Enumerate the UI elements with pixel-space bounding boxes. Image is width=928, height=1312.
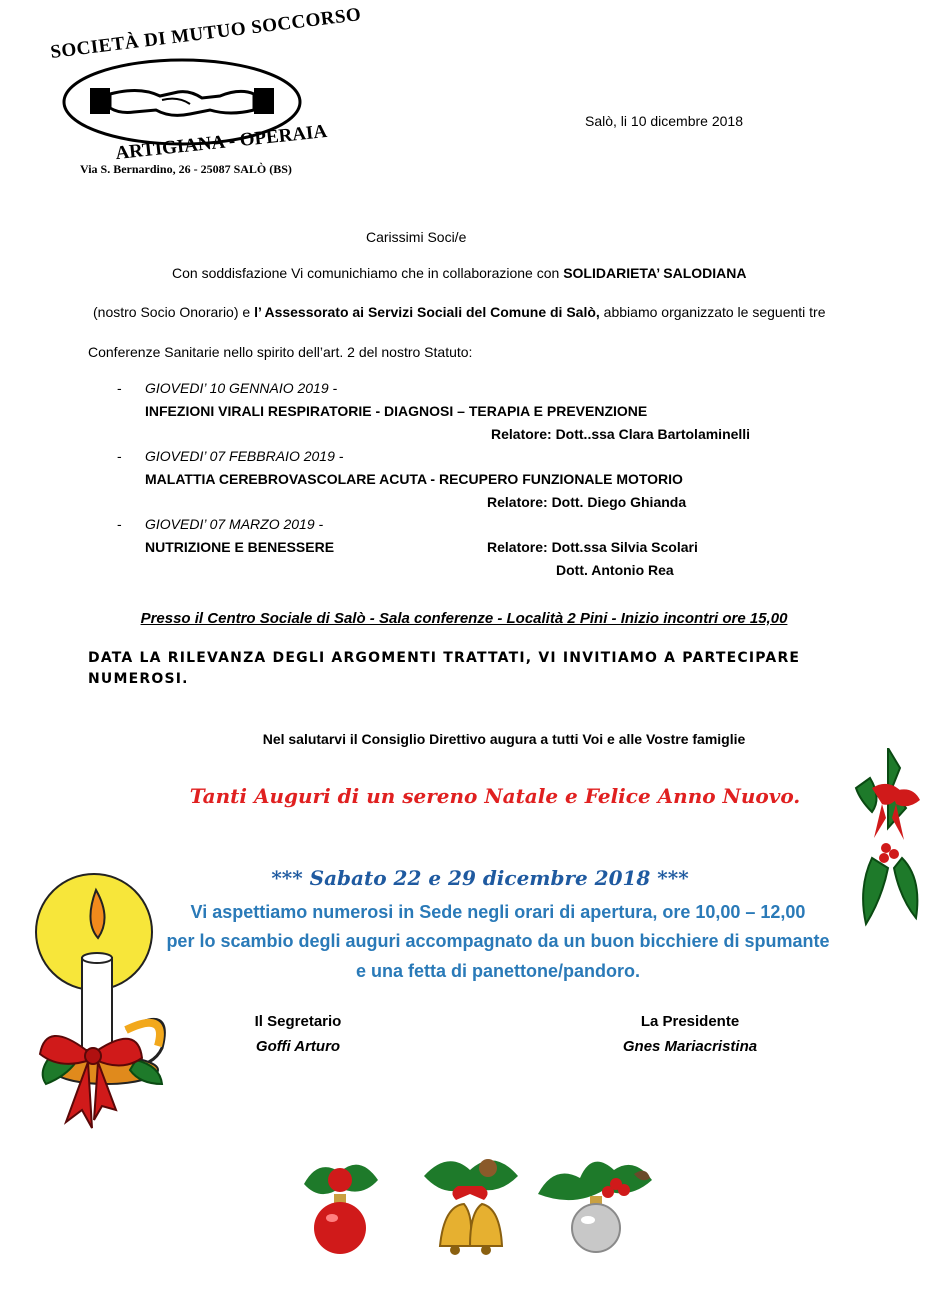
handshake-icon — [90, 88, 274, 115]
conference-speaker: Relatore: Dott..ssa Clara Bartolaminelli — [491, 426, 751, 442]
conference-date: GIOVEDI’ 07 FEBBRAIO 2019 - — [145, 448, 344, 464]
intro-l1-bold: SOLIDARIETA’ SALODIANA — [563, 265, 747, 281]
secretary-name: Goffi Arturo — [255, 1038, 341, 1055]
intro-l2-post: abbiamo organizzato le seguenti tre — [599, 304, 826, 320]
bullet: - — [117, 380, 122, 396]
president-role: La Presidente — [640, 1013, 740, 1030]
secretary-role: Il Segretario — [254, 1013, 342, 1030]
intro-l2-text: (nostro Socio Onorario) e — [93, 304, 255, 320]
president-name: Gnes Mariacristina — [622, 1038, 758, 1055]
logo-top-text: SOCIETÀ DI MUTUO SOCCORSO — [49, 4, 363, 64]
conference-title: NUTRIZIONE E BENESSERE — [145, 539, 335, 555]
intro-l1-text: Con soddisfazione Vi comunichiamo che in collaborazione con — [172, 265, 564, 281]
saturday-heading: *** Sabato 22 e 29 dicembre 2018 *** — [271, 866, 689, 890]
bullet: - — [117, 448, 122, 464]
intro-line-3: Conferenze Sanitarie nello spirito dell’art. 2 del nostro Statuto: — [88, 344, 473, 360]
christmas-ornament-icon — [534, 1144, 656, 1256]
holly-icon — [852, 748, 924, 930]
intro-line-1 — [172, 265, 747, 281]
intro-l2-bold: l’ Assessorato ai Servizi Sociali del Comune di Salò, — [254, 304, 600, 320]
holiday-wishes: Tanti Auguri di un sereno Natale e Felice Anno Nuovo. — [189, 784, 801, 808]
invite-text: DATA LA RILEVANZA DEGLI ARGOMENTI TRATTATI, VI INVITIAMO A PARTECIPARE NUMEROSI. — [88, 650, 801, 687]
open-hours-line: Vi aspettiamo numerosi in Sede negli orari di apertura, ore 10,00 – 12,00 — [190, 902, 806, 922]
conference-date: GIOVEDI’ 07 MARZO 2019 - — [145, 516, 324, 532]
greeting-line: Nel salutarvi il Consiglio Direttivo augura a tutti Voi e alle Vostre famiglie — [262, 731, 746, 747]
conference-title: MALATTIA CEREBROVASCOLARE ACUTA - RECUPERO FUNZIONALE MOTORIO — [145, 471, 683, 487]
conference-speaker: Relatore: Dott. Diego Ghianda — [487, 494, 687, 510]
venue-line: Presso il Centro Sociale di Salò - Sala conferenze - Località 2 Pini - Inizio incontri ore 15,00 — [140, 610, 788, 627]
salutation: Carissimi Soci/e — [366, 229, 467, 245]
conference-speaker: Relatore: Dott.ssa Silvia Scolari — [487, 539, 698, 555]
panettone-line: e una fetta di panettone/pandoro. — [355, 961, 640, 981]
candle-icon — [6, 870, 176, 1136]
logo-bottom-text: ARTIGIANA - OPERAIA — [114, 120, 329, 165]
conference-title: INFEZIONI VIRALI RESPIRATORIE - DIAGNOSI – TERAPIA E PREVENZIONE — [145, 403, 648, 419]
christmas-ornament-icon — [298, 1144, 384, 1256]
intro-line-2 — [93, 304, 826, 320]
date-line: Salò, li 10 dicembre 2018 — [585, 113, 743, 129]
christmas-bells-icon — [418, 1146, 524, 1258]
conference-date: GIOVEDI’ 10 GENNAIO 2019 - — [145, 380, 338, 396]
conference-speaker-2: Dott. Antonio Rea — [556, 562, 674, 578]
logo-address: Via S. Bernardino, 26 - 25087 SALÒ (BS) — [80, 162, 292, 176]
bullet: - — [117, 516, 122, 532]
toast-line: per lo scambio degli auguri accompagnato da un buon bicchiere di spumante — [166, 931, 830, 951]
